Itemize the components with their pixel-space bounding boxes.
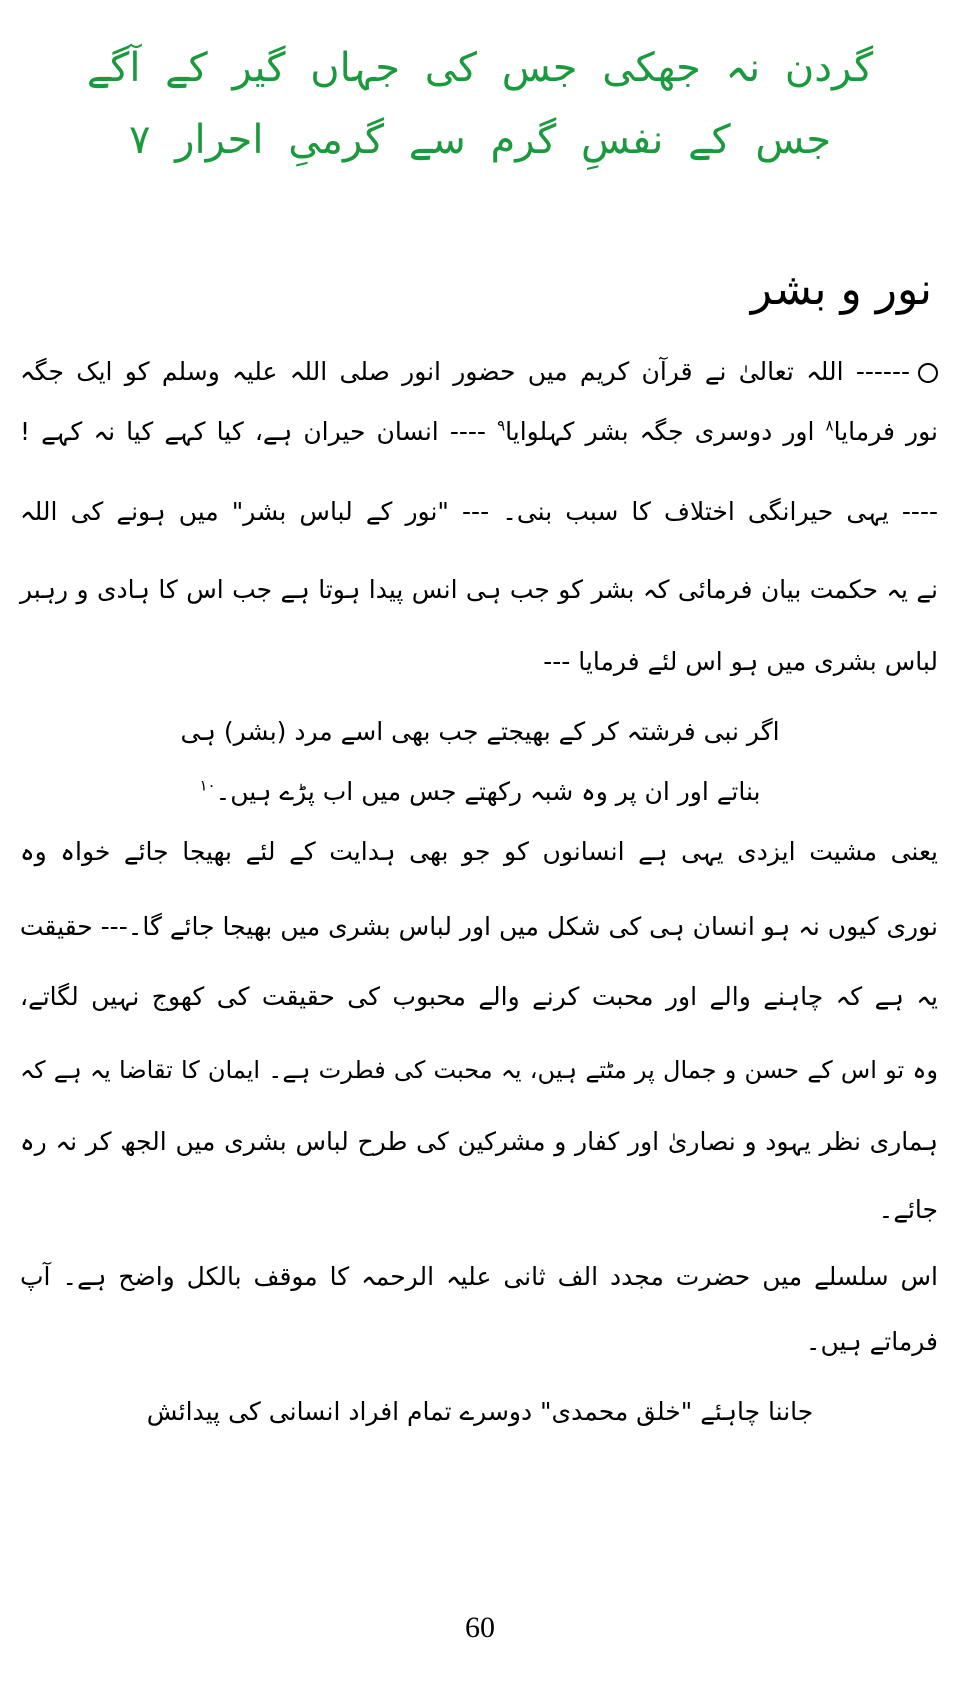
body-line-12: اس سلسلے میں حضرت مجدد الف ثانی علیہ الرحمہ کا موقف بالکل واضح ہے۔ آپ [20, 1262, 938, 1291]
footnote-ref-10: ۱۰ [199, 776, 216, 795]
quote-line-2-text: بناتے اور ان پر وہ شبہ رکھتے جس میں اب پڑے ہیں۔ [215, 777, 761, 806]
body-line-2-part-c: ---- انسان حیران ہے، کیا کہے کیا نہ کہے ! [20, 417, 486, 446]
body-line-1 [20, 350, 938, 394]
body-line-9: وہ تو اس کے حسن و جمال پر مٹتے ہیں، یہ محبت کی فطرت ہے۔ ایمان کا تقاضا یہ ہے کہ [20, 1056, 938, 1084]
circle-bullet-icon [918, 363, 938, 383]
body-line-7: نوری کیوں نہ ہو انسان ہی کی شکل میں اور لباس بشری میں بھیجا جائے گا۔--- حقیقت [19, 912, 938, 941]
body-line-8: یہ ہے کہ چاہنے والے اور محبت کرنے والے محبوب کی حقیقت کی کھوج نہیں لگاتے، [20, 982, 938, 1011]
body-line-6: یعنی مشیت ایزدی یہی ہے انسانوں کو جو بھی ہدایت کے لئے بھیجا جائے خواہ وہ [20, 837, 938, 866]
body-line-2-part-a: نور فرمایا [833, 417, 938, 446]
body-line-13: فرماتے ہیں۔ [805, 1327, 938, 1356]
verse-line-1: گردن نہ جھکی جس کی جہاں گیر کے آگے [86, 45, 874, 91]
footnote-ref-8: ۸ [825, 416, 834, 435]
page-number: 60 [465, 1611, 495, 1644]
body-line-1-text: ------ اللہ تعالیٰ نے قرآن کریم میں حضور انور صلی اللہ علیہ وسلم کو ایک جگہ [20, 357, 910, 386]
body-line-11: جائے۔ [878, 1195, 938, 1224]
quote-line-1: اگر نبی فرشتہ کر کے بھیجتے جب بھی اسے مرد (بشر) ہی [180, 717, 780, 746]
footnote-ref-9: ۹ [497, 416, 506, 435]
body-line-4: نے یہ حکمت بیان فرمائی کہ بشر کو جب ہی انس پیدا ہوتا ہے جب اس کا ہادی و رہبر [20, 575, 938, 604]
body-line-2 [20, 410, 938, 454]
body-line-2-part-b: اور دوسری جگہ بشر کہلوایا [505, 417, 815, 446]
section-heading: نور و بشر [750, 264, 932, 315]
body-line-3: ---- یہی حیرانگی اختلاف کا سبب بنی۔ --- "نور کے لباس بشر" میں ہونے کی اللہ [20, 497, 938, 526]
verse-line-2: جس کے نفسِ گرم سے گرمیِ احرار ۷ [128, 117, 832, 163]
quote-line-3: جاننا چاہئے "خلق محمدی" دوسرے تمام افراد انسانی کی پیدائش [146, 1397, 814, 1426]
body-line-5: لباس بشری میں ہو اس لئے فرمایا --- [543, 647, 938, 676]
body-line-10: ہماری نظر یہود و نصاریٰ اور کفار و مشرکین کی طرح لباس بشری میں الجھ کر نہ رہ [20, 1127, 938, 1156]
quote-line-2 [0, 770, 960, 814]
